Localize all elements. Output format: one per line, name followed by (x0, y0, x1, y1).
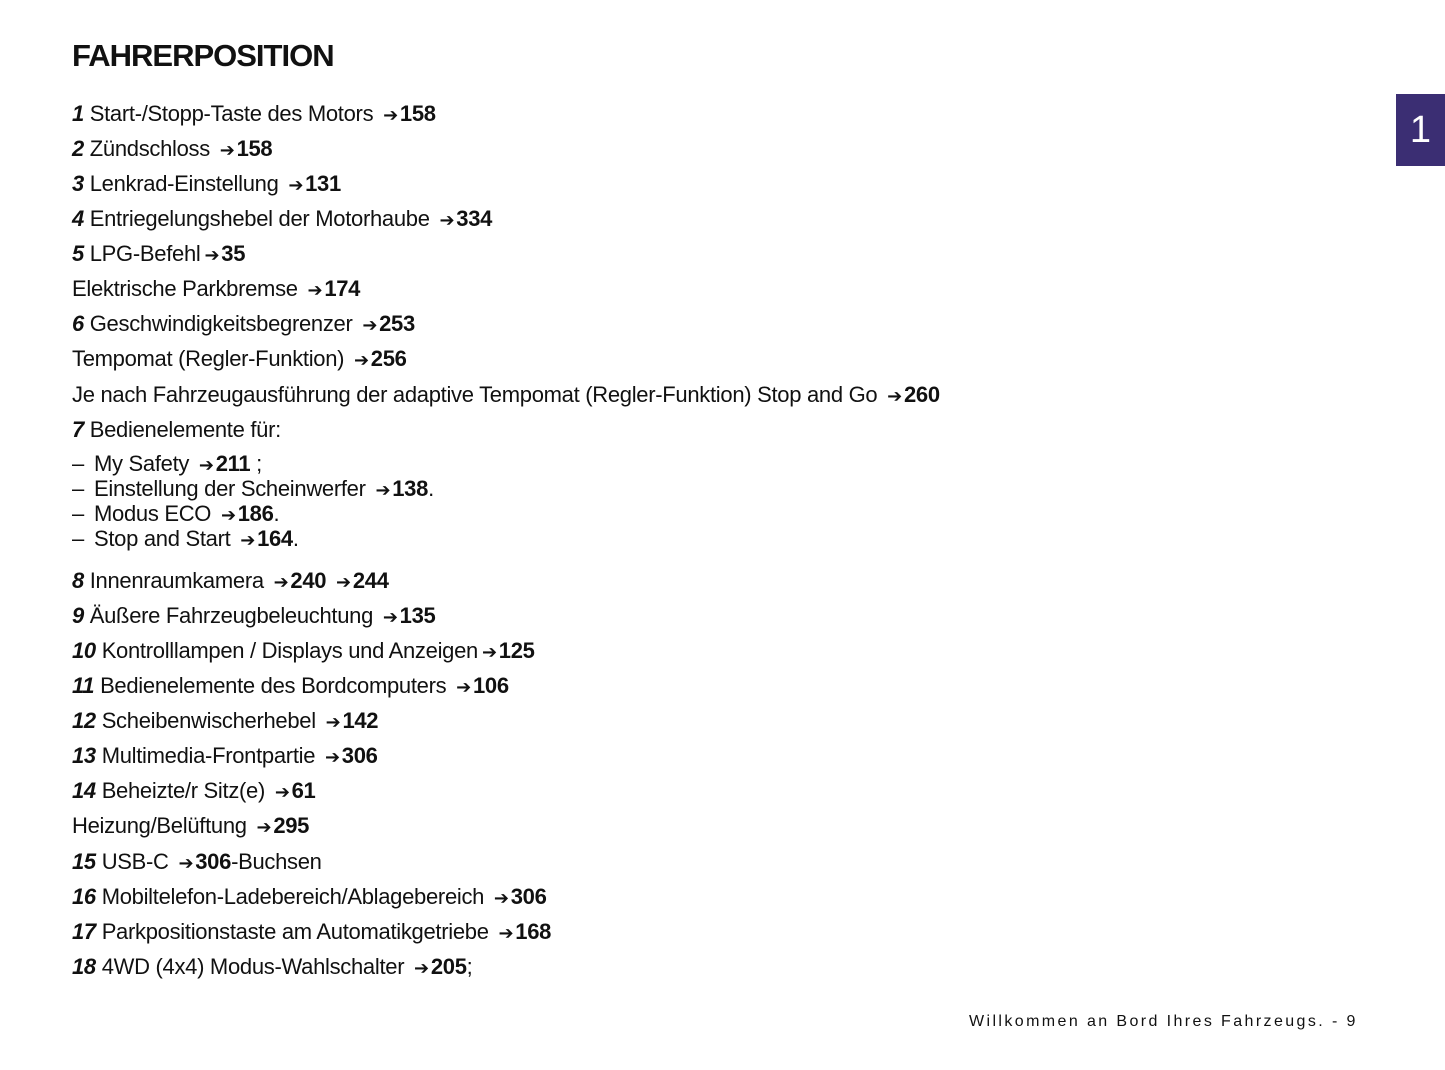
arrow-right-icon: ➔ (240, 530, 256, 550)
list-item (72, 101, 436, 128)
list-item (72, 417, 281, 443)
page-reference: 125 (498, 638, 535, 663)
sub-list-item (72, 501, 279, 528)
list-item (72, 954, 472, 981)
item-number: 2 (72, 136, 84, 161)
item-text: Elektrische Parkbremse (72, 276, 298, 301)
item-text: Stop and Start (94, 526, 231, 551)
item-suffix: . (428, 476, 434, 501)
arrow-right-icon: ➔ (383, 105, 398, 125)
list-item (72, 813, 309, 840)
item-number: 7 (72, 417, 84, 442)
item-text: Heizung/Belüftung (72, 813, 247, 838)
item-suffix: . (273, 501, 280, 526)
page-reference: 186 (237, 501, 274, 526)
arrow-right-icon: ➔ (439, 210, 455, 230)
arrow-right-icon: ➔ (256, 817, 272, 837)
item-text: Entriegelungshebel der Motorhaube (89, 206, 430, 231)
page-reference: 260 (903, 382, 940, 407)
arrow-right-icon: ➔ (288, 175, 304, 195)
list-item (72, 346, 407, 373)
page-reference: 253 (379, 311, 415, 336)
page-reference: 61 (291, 778, 316, 803)
sub-list-item (72, 451, 262, 478)
item-number: 6 (72, 311, 84, 336)
item-number: 17 (72, 919, 96, 944)
page-reference: 158 (236, 136, 273, 161)
arrow-right-icon: ➔ (481, 642, 497, 662)
item-number: 12 (72, 708, 96, 733)
arrow-right-icon: ➔ (887, 386, 902, 406)
item-text: Einstellung der Scheinwerfer (94, 476, 366, 501)
item-text: LPG-Befehl (89, 241, 201, 266)
dash-bullet: – (72, 476, 84, 501)
arrow-right-icon: ➔ (273, 572, 289, 592)
arrow-right-icon: ➔ (498, 923, 514, 943)
list-item (72, 206, 492, 233)
item-text: Lenkrad-Einstellung (89, 171, 279, 196)
item-number: 18 (72, 954, 96, 979)
page-title: FAHRERPOSITION (72, 38, 334, 73)
dash-bullet: – (72, 526, 84, 551)
item-number: 13 (72, 743, 96, 768)
item-number: 9 (72, 603, 84, 628)
item-number: 5 (72, 241, 84, 266)
arrow-right-icon: ➔ (324, 747, 340, 767)
page-reference: 142 (342, 708, 379, 733)
item-text: Modus ECO (94, 501, 212, 526)
arrow-right-icon: ➔ (204, 245, 220, 265)
item-text: Parkpositionstaste am Automatikgetriebe (101, 919, 489, 944)
page-footer: Willkommen an Bord Ihres Fahrzeugs. - 9 (969, 1013, 1358, 1030)
arrow-right-icon: ➔ (456, 677, 471, 697)
item-text: Scheibenwischerhebel (101, 708, 316, 733)
page-reference: 35 (221, 241, 246, 266)
item-text: Multimedia-Frontpartie (101, 743, 316, 768)
arrow-right-icon: ➔ (220, 505, 236, 525)
item-text: Innenraumkamera (89, 568, 264, 593)
item-number: 14 (72, 778, 96, 803)
list-item (72, 311, 415, 338)
page-reference: 106 (472, 673, 509, 698)
item-text: Beheizte/r Sitz(e) (101, 778, 266, 803)
arrow-right-icon: ➔ (493, 888, 509, 908)
list-item (72, 884, 547, 911)
page-reference: 256 (370, 346, 407, 371)
item-number: 4 (72, 206, 84, 231)
sub-list-item (72, 476, 434, 503)
item-text: USB-C (101, 849, 169, 874)
list-item (72, 136, 272, 163)
item-text: Bedienelemente für: (89, 417, 281, 442)
item-text: Äußere Fahrzeugbeleuchtung (89, 603, 374, 628)
page-reference: 240 (290, 568, 327, 593)
item-suffix: ; (466, 954, 473, 979)
page-reference: 205 (430, 954, 467, 979)
item-suffix: ; (250, 451, 262, 476)
page-reference: 244 (352, 568, 389, 593)
chapter-tab: 1 (1396, 94, 1445, 166)
page-reference: 334 (456, 206, 493, 231)
item-text: Geschwindigkeitsbegrenzer (89, 311, 353, 336)
sub-list-item (72, 526, 299, 553)
item-number: 10 (72, 638, 96, 663)
list-item (72, 708, 378, 735)
list-item (72, 673, 509, 700)
item-text: Je nach Fahrzeugausführung der adaptive Tempomat (Regler-Funktion) Stop and Go (72, 382, 878, 407)
list-item (72, 603, 435, 630)
item-number: 15 (72, 849, 96, 874)
page-reference: 131 (305, 171, 341, 196)
dash-bullet: – (72, 451, 84, 476)
page-reference: 295 (273, 813, 310, 838)
list-item (72, 919, 551, 946)
item-number: 11 (72, 673, 95, 698)
item-suffix: -Buchsen (231, 849, 322, 874)
page-reference: 168 (515, 919, 552, 944)
arrow-right-icon: ➔ (307, 280, 323, 300)
page-reference: 135 (399, 603, 436, 628)
list-item (72, 241, 245, 268)
arrow-right-icon: ➔ (325, 712, 341, 732)
item-number: 16 (72, 884, 96, 909)
list-item (72, 849, 322, 876)
item-text: Tempomat (Regler-Funktion) (72, 346, 345, 371)
arrow-right-icon: ➔ (274, 782, 290, 802)
arrow-right-icon: ➔ (178, 853, 194, 873)
page-reference: 158 (399, 101, 436, 126)
item-text: Bedienelemente des Bordcomputers (100, 673, 447, 698)
arrow-right-icon: ➔ (198, 455, 214, 475)
item-text: Zündschloss (89, 136, 210, 161)
item-number: 3 (72, 171, 84, 196)
list-item (72, 778, 316, 805)
page-reference: 174 (324, 276, 361, 301)
item-suffix: . (292, 526, 299, 551)
list-item (72, 638, 535, 665)
item-text: Kontrolllampen / Displays und Anzeigen (101, 638, 478, 663)
item-text: Start-/Stopp-Taste des Motors (89, 101, 374, 126)
page-reference: 164 (257, 526, 293, 551)
item-text: My Safety (94, 451, 190, 476)
list-item (72, 568, 389, 595)
arrow-right-icon: ➔ (382, 607, 398, 627)
arrow-right-icon: ➔ (362, 315, 378, 335)
arrow-right-icon: ➔ (336, 572, 351, 592)
arrow-right-icon: ➔ (219, 140, 235, 160)
arrow-right-icon: ➔ (375, 480, 391, 500)
item-number: 1 (72, 101, 84, 126)
list-item (72, 382, 940, 409)
page-reference: 306 (510, 884, 547, 909)
page-reference: 306 (341, 743, 378, 768)
list-item (72, 171, 341, 198)
item-text: Mobiltelefon-Ladebereich/Ablagebereich (101, 884, 485, 909)
arrow-right-icon: ➔ (414, 958, 429, 978)
page-reference: 138 (392, 476, 429, 501)
dash-bullet: – (72, 501, 84, 526)
page-reference: 306 (195, 849, 232, 874)
list-item (72, 743, 378, 770)
arrow-right-icon: ➔ (354, 350, 369, 370)
item-number: 8 (72, 568, 84, 593)
list-item (72, 276, 360, 303)
page-reference: 211 (215, 451, 251, 476)
item-text: 4WD (4x4) Modus-Wahlschalter (101, 954, 405, 979)
